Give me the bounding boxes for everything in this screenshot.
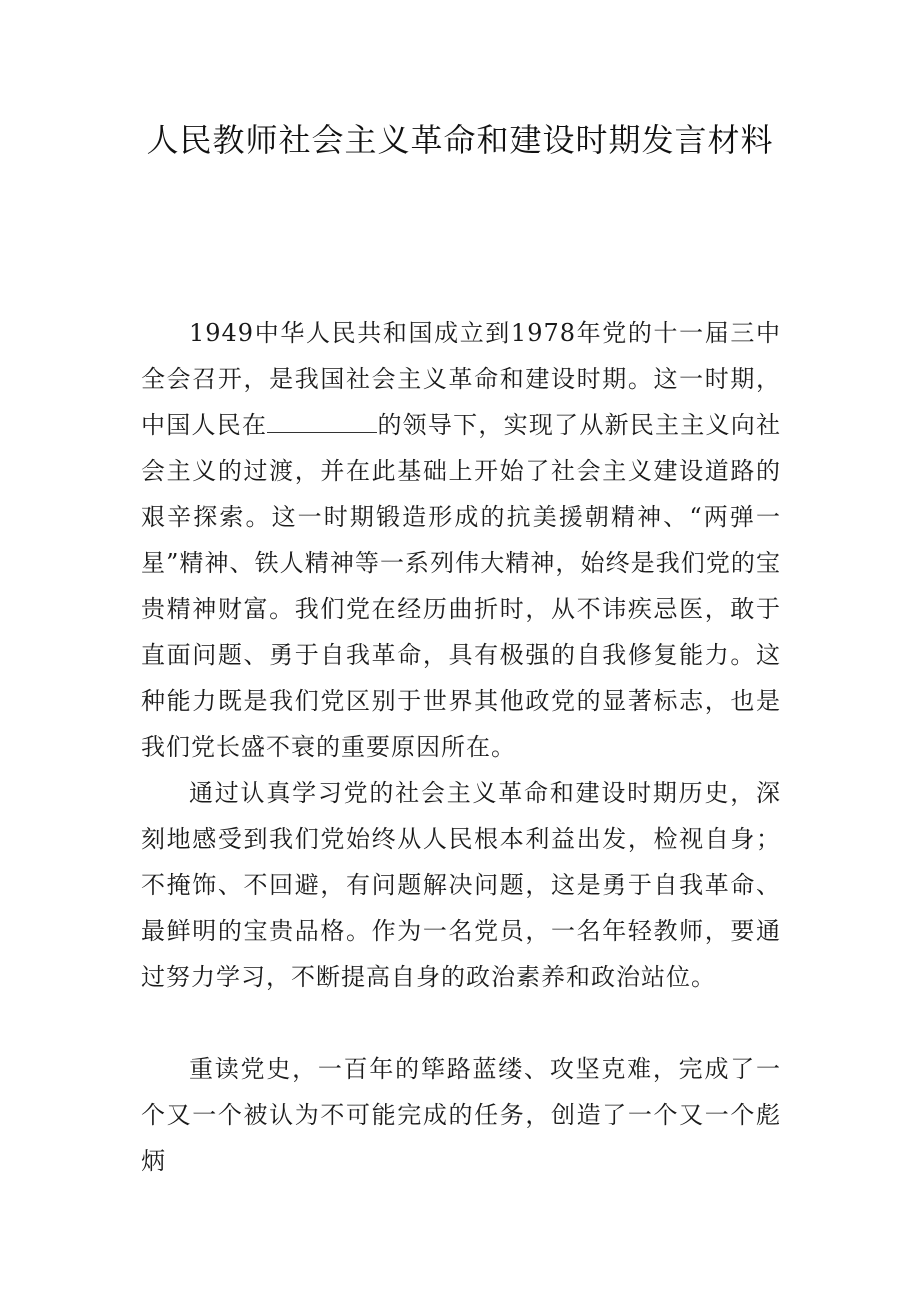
fill-in-blank [267, 408, 377, 433]
paragraph-1 [141, 310, 781, 770]
document-body [141, 310, 781, 1184]
document-title: 人民教师社会主义革命和建设时期发言材料 [146, 121, 774, 159]
paragraph-3: 重读党史，一百年的筚路蓝缕、攻坚克难，完成了一个又一个被认为不可能完成的任务，创造了一个又一个彪炳 [141, 1055, 781, 1175]
paragraph-1-text-end: 的领导下，实现了从新民主主义向社会主义的过渡，并在此基础上开始了社会主义建设道路的艰辛探索。这一时期锻造形成的抗美援朝精神、“两弹一星”精神、铁人精神等一系列伟大精神，始终是我们党的宝贵精神财富。我们党在经历曲折时，从不讳疾忌医，敢于直面问题、勇于自我革命，具有极强的自我修复能力。这种能力既是我们党区别于世界其他政党的显著标志，也是我们党长盛不衰的重要原因所在。 [141, 411, 782, 761]
paragraph-1-text-start: 1949中华人民共和国成立到1978年党的十一届三中全会召开，是我国社会主义革命和建设时期。这一时期，中国人民在 [141, 319, 781, 439]
paragraph-2: 通过认真学习党的社会主义革命和建设时期历史，深刻地感受到我们党始终从人民根本利益出发，检视自身；不掩饰、不回避，有问题解决问题，这是勇于自我革命、最鲜明的宝贵品格。作为一名党员，一名年轻教师，要通过努力学习，不断提高自身的政治素养和政治站位。 [141, 779, 781, 991]
